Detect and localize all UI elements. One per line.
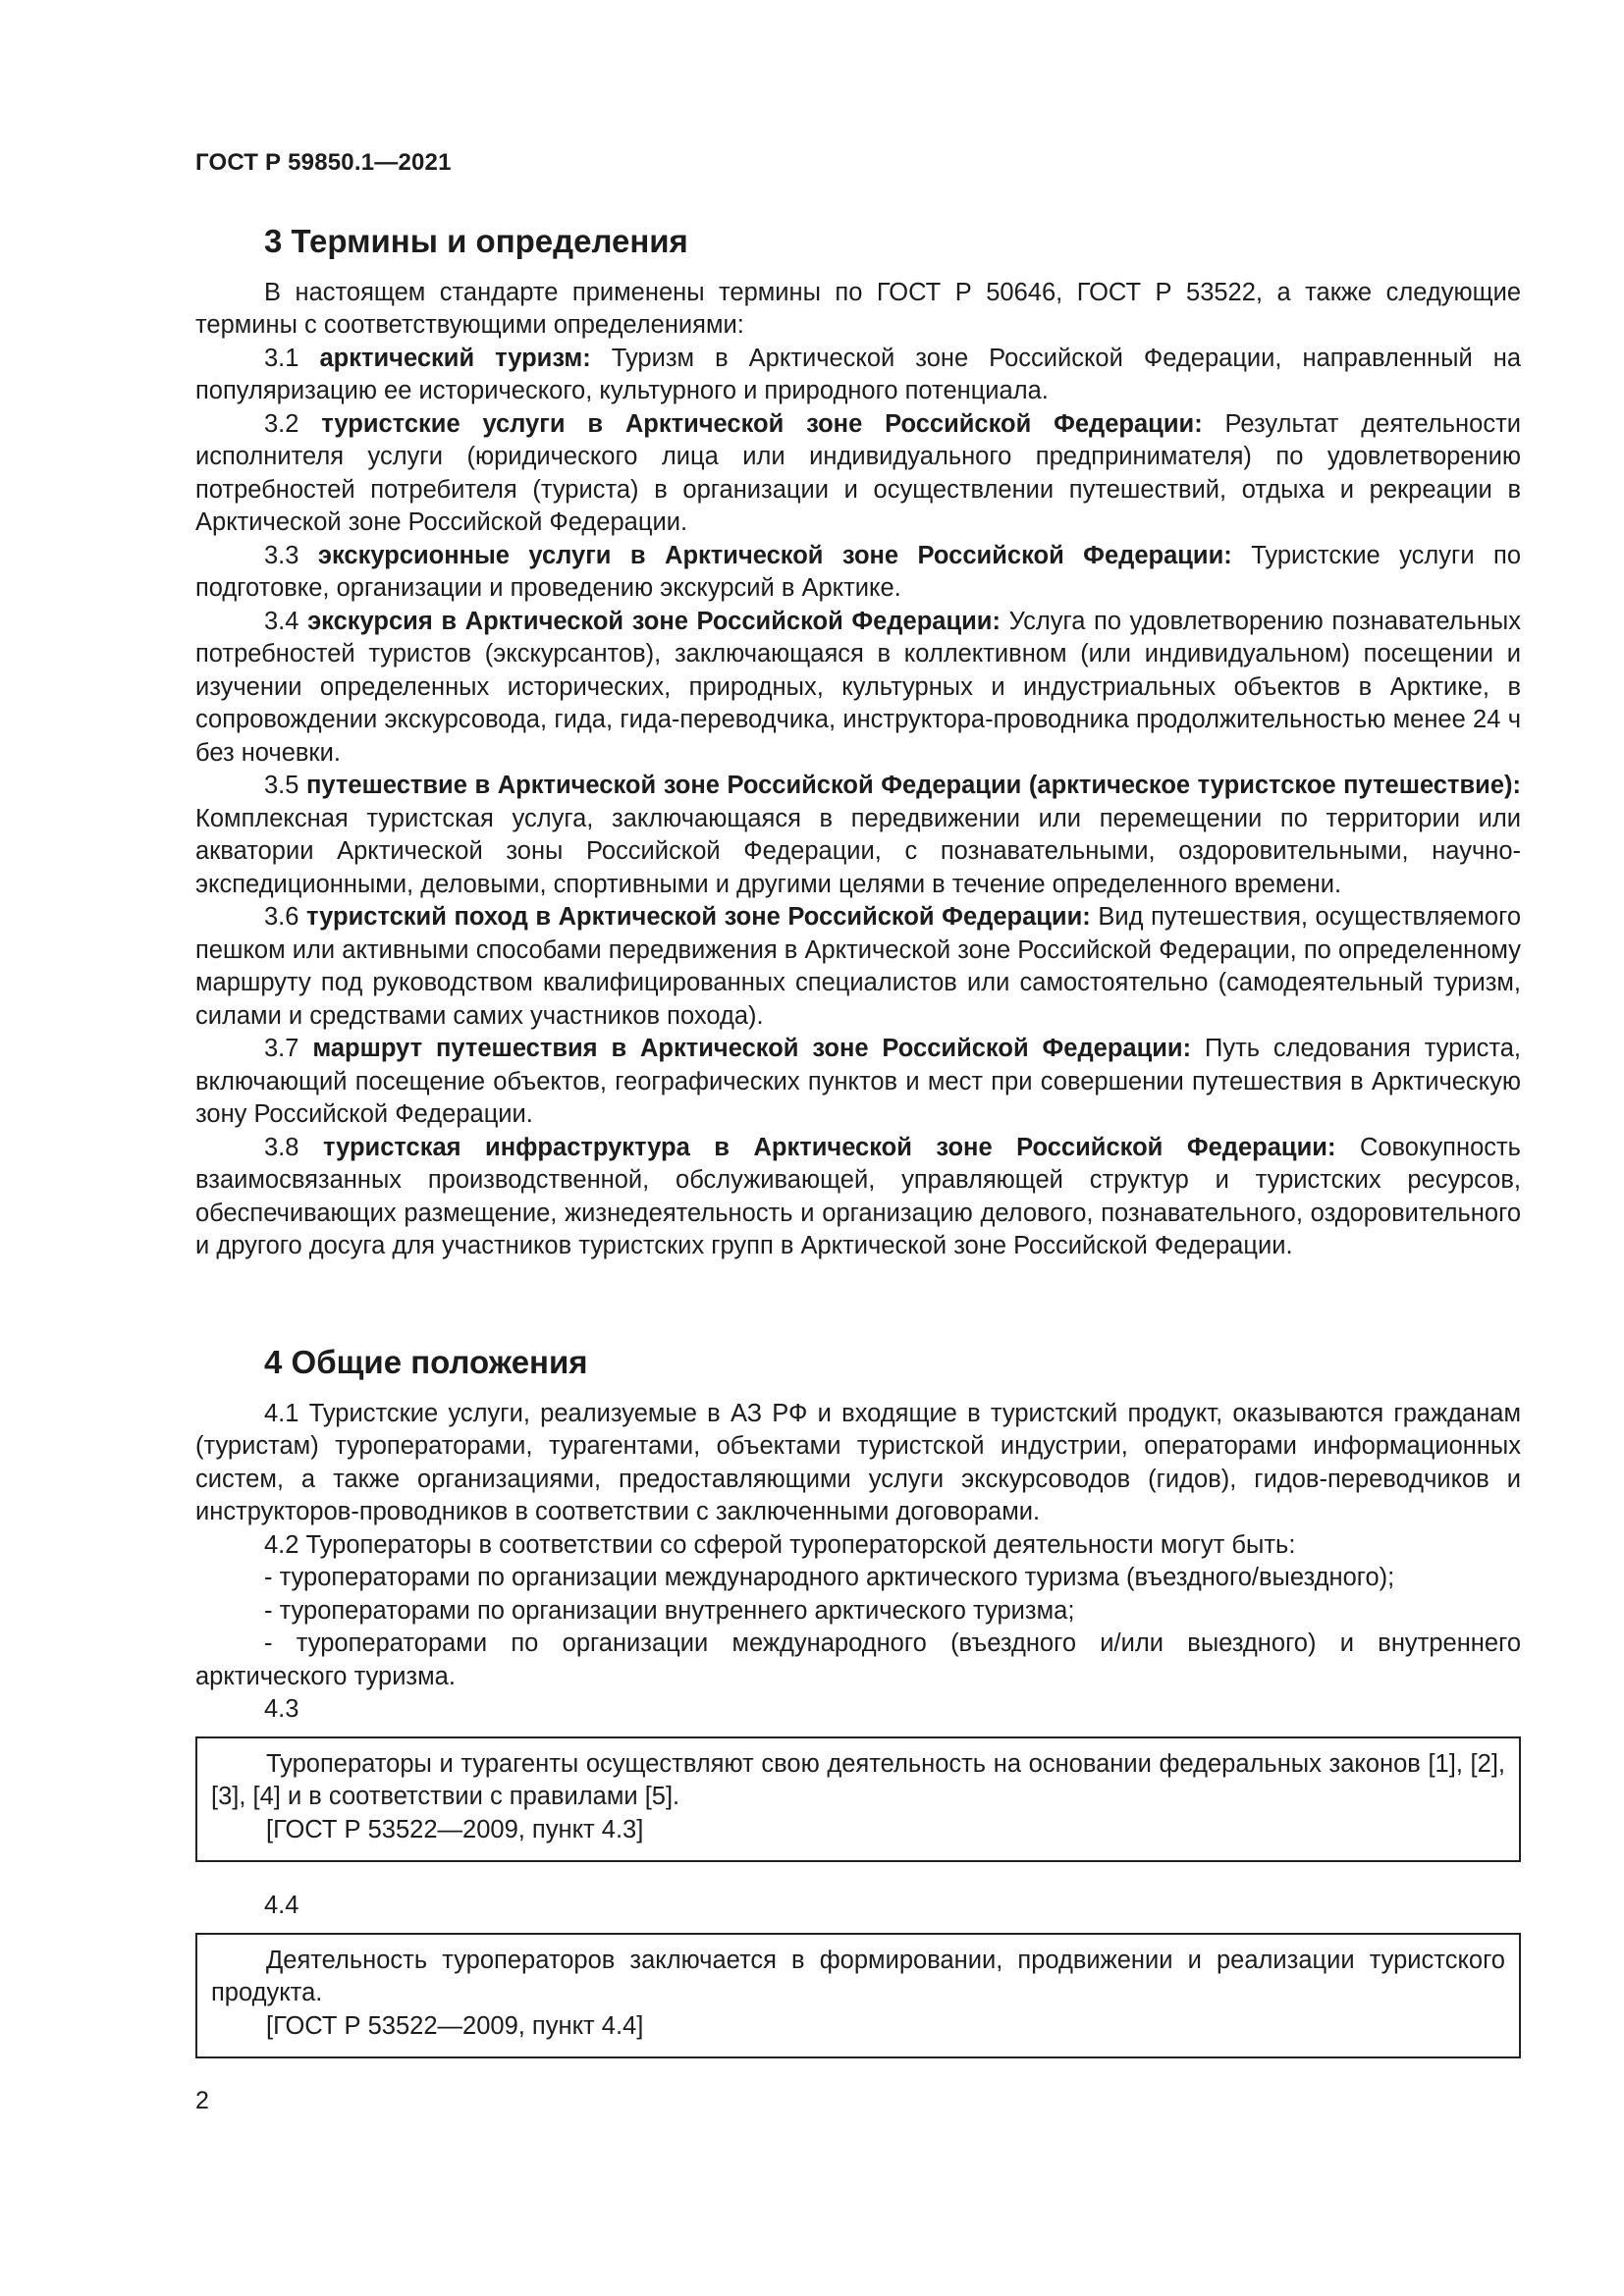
- term-list: [195, 343, 1521, 1263]
- paragraph-4-4-label: 4.4: [264, 1892, 299, 1920]
- quote-box-4-4: [195, 1933, 1521, 2059]
- term-number: 3.2: [264, 409, 299, 438]
- term-definition: [195, 343, 1521, 408]
- quote-reference: [ГОСТ Р 53522—2009, пункт 4.4]: [266, 2011, 644, 2040]
- section-4: [195, 1343, 1521, 2058]
- term-text: Результат деятельности исполнителя услуги (юридического лица или индивидуального предпринимателя) по удовлетворению потребностей потребителя (туриста) в организации и осуществлении путешествий, отдыха и рекреации в Арктической зоне Российской Федерации.: [195, 409, 1521, 537]
- document-header: ГОСТ Р 59850.1—2021: [195, 149, 452, 176]
- quote-text: Деятельность туроператоров заключается в формировании, продвижении и реализации туристского продукта.: [211, 1946, 1505, 2007]
- term-name: арктический туризм:: [319, 344, 591, 372]
- term-definition: [195, 901, 1521, 1033]
- section-title: 4 Общие положения: [264, 1344, 588, 1380]
- term-name: путешествие в Арктической зоне Российской Федерации (арктическое туристское путешествие):: [306, 772, 1521, 800]
- term-name: туристский поход в Арктической зоне Российской Федерации:: [306, 903, 1091, 932]
- list-item: - туроператорами по организации международного арктического туризма (въездного/выездного);: [264, 1564, 1395, 1592]
- term-text: Туристские услуги по подготовке, организации и проведению экскурсий в Арктике.: [195, 541, 1522, 603]
- list-item: - туроператорами по организации внутреннего арктического туризма;: [264, 1596, 1075, 1625]
- term-definition: [195, 408, 1521, 540]
- section-intro: В настоящем стандарте применены термины по ГОСТ Р 50646, ГОСТ Р 53522, а также следующие термины с соответствующими определениями:: [195, 278, 1521, 340]
- paragraph-4-3-label: 4.3: [264, 1695, 299, 1724]
- term-definition: [195, 540, 1521, 606]
- term-definition: [195, 1132, 1521, 1263]
- term-number: 3.8: [264, 1133, 299, 1161]
- term-definition: [195, 606, 1521, 771]
- term-text: Услуга по удовлетворению познавательных потребностей туристов (экскурсантов), заключающаяся в коллективном (или индивидуальном) посещении и изучении определенных исторических, природных, культурных и индустриальных объектов в Арктике, в сопровождении экскурсовода, гида, гида-переводчика, инструктора-проводника продолжительностью менее 24 ч без ночевки.: [195, 607, 1521, 767]
- term-text: Вид путешествия, осуществляемого пешком или активными способами передвижения в Арктической зоне Российской Федерации, по определенному маршруту под руководством квалифицированных специалистов или самостоятельно (самодеятельный туризм, силами и средствами самих участников похода).: [195, 903, 1522, 1030]
- list-item: - туроператорами по организации международного (въездного и/или выездного) и внутреннего арктического туризма.: [195, 1629, 1521, 1690]
- term-text: Комплексная туристская услуга, заключающаяся в передвижении или перемещении по территории или акватории Арктической зоны Российской Федерации, с познавательными, оздоровительными, научно-экспедиционными, деловыми, спортивными и другими целями в течение определенного времени.: [195, 804, 1521, 898]
- term-number: 3.1: [264, 344, 299, 372]
- term-definition: [195, 1033, 1521, 1132]
- term-text: Туризм в Арктической зоне Российской Федерации, направленный на популяризацию ее исторического, культурного и природного потенциала.: [195, 344, 1521, 405]
- quote-text: Туроператоры и турагенты осуществляют свою деятельность на основании федеральных законов [1], [2], [3], [4] и в соответствии с правилами [5].: [211, 1749, 1505, 1811]
- paragraph-4-1: 4.1 Туристские услуги, реализуемые в АЗ РФ и входящие в туристский продукт, оказываются гражданам (туристам) туроператорами, турагентами, объектами туристской индустрии, операторами информационных систем, а также организациями, предоставляющими услуги экскурсоводов (гидов), гидов-переводчиков и инструкторов-проводников в соответствии с заключенными договорами.: [195, 1399, 1521, 1526]
- term-number: 3.6: [264, 903, 299, 932]
- term-name: туристская инфраструктура в Арктической зоне Российской Федерации:: [322, 1133, 1336, 1161]
- term-number: 3.4: [264, 607, 299, 635]
- term-name: экскурсионные услуги в Арктической зоне Российской Федерации:: [317, 541, 1232, 569]
- term-number: 3.5: [264, 772, 299, 800]
- term-text: Путь следования туриста, включающий посещение объектов, географических пунктов и мест при совершении путешествия в Арктическую зону Российской Федерации.: [195, 1035, 1521, 1129]
- term-number: 3.3: [264, 541, 299, 569]
- term-name: маршрут путешествия в Арктической зоне Российской Федерации:: [312, 1035, 1192, 1063]
- quote-reference: [ГОСТ Р 53522—2009, пункт 4.3]: [266, 1815, 644, 1843]
- term-name: туристские услуги в Арктической зоне Российской Федерации:: [321, 409, 1203, 438]
- section-3: [195, 222, 1521, 1263]
- term-text: Совокупность взаимосвязанных производственной, обслуживающей, управляющей структур и туристских ресурсов, обеспечивающих размещение, жизнедеятельность и организацию делового, познавательного, оздоровительного и другого досуга для участников туристских групп в Арктической зоне Российской Федерации.: [195, 1133, 1521, 1260]
- section-title: 3 Термины и определения: [264, 223, 688, 259]
- quote-box-4-3: [195, 1736, 1521, 1863]
- term-number: 3.7: [264, 1035, 299, 1063]
- paragraph-4-2: 4.2 Туроператоры в соответствии со сферой туроператорской деятельности могут быть:: [264, 1530, 1296, 1559]
- term-definition: [195, 770, 1521, 901]
- term-name: экскурсия в Арктической зоне Российской Федерации:: [307, 607, 1001, 635]
- page-number: 2: [195, 2087, 209, 2114]
